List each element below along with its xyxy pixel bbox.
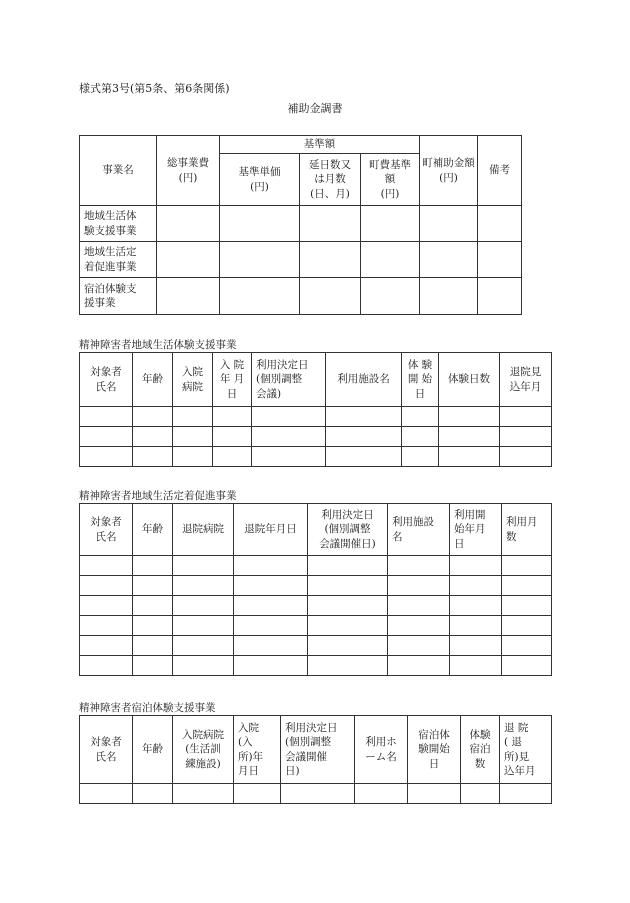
section1-title: 精神障害者地域生活体験支援事業 xyxy=(79,339,237,351)
cell[interactable] xyxy=(133,427,173,447)
cell[interactable] xyxy=(361,206,420,242)
cell[interactable] xyxy=(234,576,308,596)
table-row xyxy=(80,242,522,278)
cell[interactable] xyxy=(80,576,133,596)
table-row xyxy=(80,784,552,804)
cell[interactable] xyxy=(133,447,173,467)
table-row xyxy=(80,427,552,447)
header-total-cost: 総事業費 (円) xyxy=(157,136,220,206)
cell[interactable] xyxy=(355,784,408,804)
cell[interactable] xyxy=(80,427,133,447)
header-days-months: 延日数又 は月数 (日、月) xyxy=(300,154,361,206)
header-cell: 宿泊体 験開始 日 xyxy=(408,716,461,784)
cell[interactable] xyxy=(252,407,326,427)
cell[interactable] xyxy=(502,636,552,656)
cell[interactable] xyxy=(133,656,173,676)
cell[interactable] xyxy=(133,556,173,576)
cell[interactable] xyxy=(80,556,133,576)
table-row xyxy=(80,556,552,576)
cell[interactable] xyxy=(326,427,402,447)
header-cell: 対象者 氏名 xyxy=(80,353,133,407)
table-row xyxy=(80,206,522,242)
table-row xyxy=(80,596,552,616)
header-town-subsidy: 町補助金額 (円) xyxy=(420,136,478,206)
cell[interactable] xyxy=(326,447,402,467)
summary-table xyxy=(79,135,522,315)
cell[interactable] xyxy=(173,616,234,636)
table-row xyxy=(80,447,552,467)
cell[interactable] xyxy=(213,427,252,447)
header-remarks: 備考 xyxy=(478,136,522,206)
table-row xyxy=(80,656,552,676)
cell[interactable] xyxy=(281,784,355,804)
table-row xyxy=(80,407,552,427)
cell[interactable] xyxy=(234,784,281,804)
cell[interactable] xyxy=(133,616,173,636)
cell[interactable] xyxy=(133,596,173,616)
cell[interactable] xyxy=(80,407,133,427)
cell[interactable] xyxy=(173,656,234,676)
cell[interactable] xyxy=(500,427,552,447)
form-number-label: 様式第3号(第5条、第6条関係) xyxy=(79,82,230,95)
table-row xyxy=(80,278,522,315)
cell[interactable] xyxy=(308,636,388,656)
cell[interactable] xyxy=(213,447,252,467)
cell[interactable] xyxy=(502,576,552,596)
cell[interactable] xyxy=(173,576,234,596)
cell[interactable] xyxy=(80,636,133,656)
cell[interactable] xyxy=(502,556,552,576)
cell[interactable] xyxy=(234,616,308,636)
header-project-name: 事業名 xyxy=(80,136,157,206)
cell[interactable] xyxy=(234,556,308,576)
header-cell: 利用施設名 xyxy=(326,353,402,407)
cell[interactable] xyxy=(133,784,173,804)
cell[interactable] xyxy=(133,407,173,427)
header-cell: 入 院 年 月 日 xyxy=(213,353,252,407)
cell[interactable] xyxy=(213,407,252,427)
cell[interactable] xyxy=(80,616,133,636)
cell[interactable] xyxy=(450,556,502,576)
section1-table xyxy=(79,352,552,467)
header-cell: 退 院 ( 退 所)見 込年月 xyxy=(500,716,552,784)
section2-title: 精神障害者地域生活定着促進事業 xyxy=(79,490,237,502)
document-title: 補助金調書 xyxy=(287,102,343,115)
header-cell: 入院 病院 xyxy=(173,353,213,407)
cell[interactable] xyxy=(439,407,500,427)
cell[interactable] xyxy=(173,447,213,467)
section2-table xyxy=(79,503,552,676)
cell[interactable] xyxy=(461,784,500,804)
cell[interactable] xyxy=(478,242,522,278)
header-cell: 入院 (入 所)年 月日 xyxy=(234,716,281,784)
cell[interactable] xyxy=(388,576,450,596)
cell[interactable] xyxy=(80,656,133,676)
cell[interactable] xyxy=(420,206,478,242)
header-cell: 体験 宿泊 数 xyxy=(461,716,500,784)
cell[interactable] xyxy=(220,278,300,315)
header-cell: 利用ホ ーム名 xyxy=(355,716,408,784)
cell[interactable] xyxy=(252,447,326,467)
header-cell: 利用決定日 (個別調整 会議開催 日) xyxy=(281,716,355,784)
cell[interactable] xyxy=(234,656,308,676)
cell[interactable] xyxy=(439,427,500,447)
cell[interactable] xyxy=(420,242,478,278)
header-cell: 退院見 込年月 xyxy=(500,353,552,407)
header-cell: 体験日数 xyxy=(439,353,500,407)
header-cell: 退院病院 xyxy=(173,504,234,556)
cell[interactable] xyxy=(300,242,361,278)
cell[interactable] xyxy=(450,616,502,636)
cell[interactable] xyxy=(157,278,220,315)
cell[interactable] xyxy=(500,407,552,427)
cell[interactable] xyxy=(402,427,439,447)
cell[interactable] xyxy=(173,407,213,427)
table-row xyxy=(80,636,552,656)
cell[interactable] xyxy=(252,427,326,447)
header-cell: 入院病院 (生活訓 練施設) xyxy=(173,716,234,784)
cell[interactable] xyxy=(157,206,220,242)
cell[interactable] xyxy=(450,596,502,616)
table-row xyxy=(80,576,552,596)
cell[interactable] xyxy=(308,616,388,636)
section3-title: 精神障害者宿泊体験支援事業 xyxy=(79,702,216,714)
header-cell: 年齢 xyxy=(133,504,173,556)
header-cell: 利用決定日 (個別調整 会議) xyxy=(252,353,326,407)
cell[interactable] xyxy=(450,636,502,656)
cell[interactable] xyxy=(234,636,308,656)
cell[interactable] xyxy=(308,656,388,676)
header-cell: 利用開 始年月 日 xyxy=(450,504,502,556)
cell[interactable] xyxy=(502,656,552,676)
row-label: 地域生活体 験支援事業 xyxy=(80,206,157,242)
header-cell: 利用決定日 (個別調整 会議開催日) xyxy=(308,504,388,556)
cell[interactable] xyxy=(478,278,522,315)
table-row xyxy=(80,616,552,636)
cell[interactable] xyxy=(173,596,234,616)
cell[interactable] xyxy=(450,576,502,596)
cell[interactable] xyxy=(361,278,420,315)
header-cell: 利用月 数 xyxy=(502,504,552,556)
cell[interactable] xyxy=(173,784,234,804)
header-cell: 体 験 開 始 日 xyxy=(402,353,439,407)
cell[interactable] xyxy=(388,616,450,636)
cell[interactable] xyxy=(502,616,552,636)
cell[interactable] xyxy=(173,427,213,447)
cell[interactable] xyxy=(439,447,500,467)
cell[interactable] xyxy=(500,784,552,804)
header-cell: 年齢 xyxy=(133,353,173,407)
cell[interactable] xyxy=(173,556,234,576)
cell[interactable] xyxy=(420,278,478,315)
section3-table xyxy=(79,715,552,804)
cell[interactable] xyxy=(388,596,450,616)
header-cell: 退院年月日 xyxy=(234,504,308,556)
cell[interactable] xyxy=(80,447,133,467)
cell[interactable] xyxy=(388,556,450,576)
row-label: 地域生活定 着促進事業 xyxy=(80,242,157,278)
cell[interactable] xyxy=(408,784,461,804)
cell[interactable] xyxy=(234,596,308,616)
cell[interactable] xyxy=(500,447,552,467)
cell[interactable] xyxy=(388,656,450,676)
header-town-standard: 町費基準 額 (円) xyxy=(361,154,420,206)
cell[interactable] xyxy=(402,407,439,427)
cell[interactable] xyxy=(80,596,133,616)
cell[interactable] xyxy=(133,576,173,596)
cell[interactable] xyxy=(326,407,402,427)
header-cell: 年齢 xyxy=(133,716,173,784)
header-cell: 対象者 氏名 xyxy=(80,504,133,556)
cell[interactable] xyxy=(402,447,439,467)
cell[interactable] xyxy=(220,242,300,278)
cell[interactable] xyxy=(308,556,388,576)
row-label: 宿泊体験支 援事業 xyxy=(80,278,157,315)
cell[interactable] xyxy=(308,596,388,616)
cell[interactable] xyxy=(502,596,552,616)
cell[interactable] xyxy=(300,278,361,315)
cell[interactable] xyxy=(388,636,450,656)
cell[interactable] xyxy=(308,576,388,596)
header-standard-amount: 基準額 xyxy=(220,136,420,154)
cell[interactable] xyxy=(450,656,502,676)
cell[interactable] xyxy=(361,242,420,278)
cell[interactable] xyxy=(478,206,522,242)
cell[interactable] xyxy=(80,784,133,804)
cell[interactable] xyxy=(133,636,173,656)
header-cell: 利用施設 名 xyxy=(388,504,450,556)
cell[interactable] xyxy=(157,242,220,278)
header-unit-price: 基準単価 (円) xyxy=(220,154,300,206)
header-cell: 対象者 氏名 xyxy=(80,716,133,784)
cell[interactable] xyxy=(300,206,361,242)
cell[interactable] xyxy=(220,206,300,242)
cell[interactable] xyxy=(173,636,234,656)
